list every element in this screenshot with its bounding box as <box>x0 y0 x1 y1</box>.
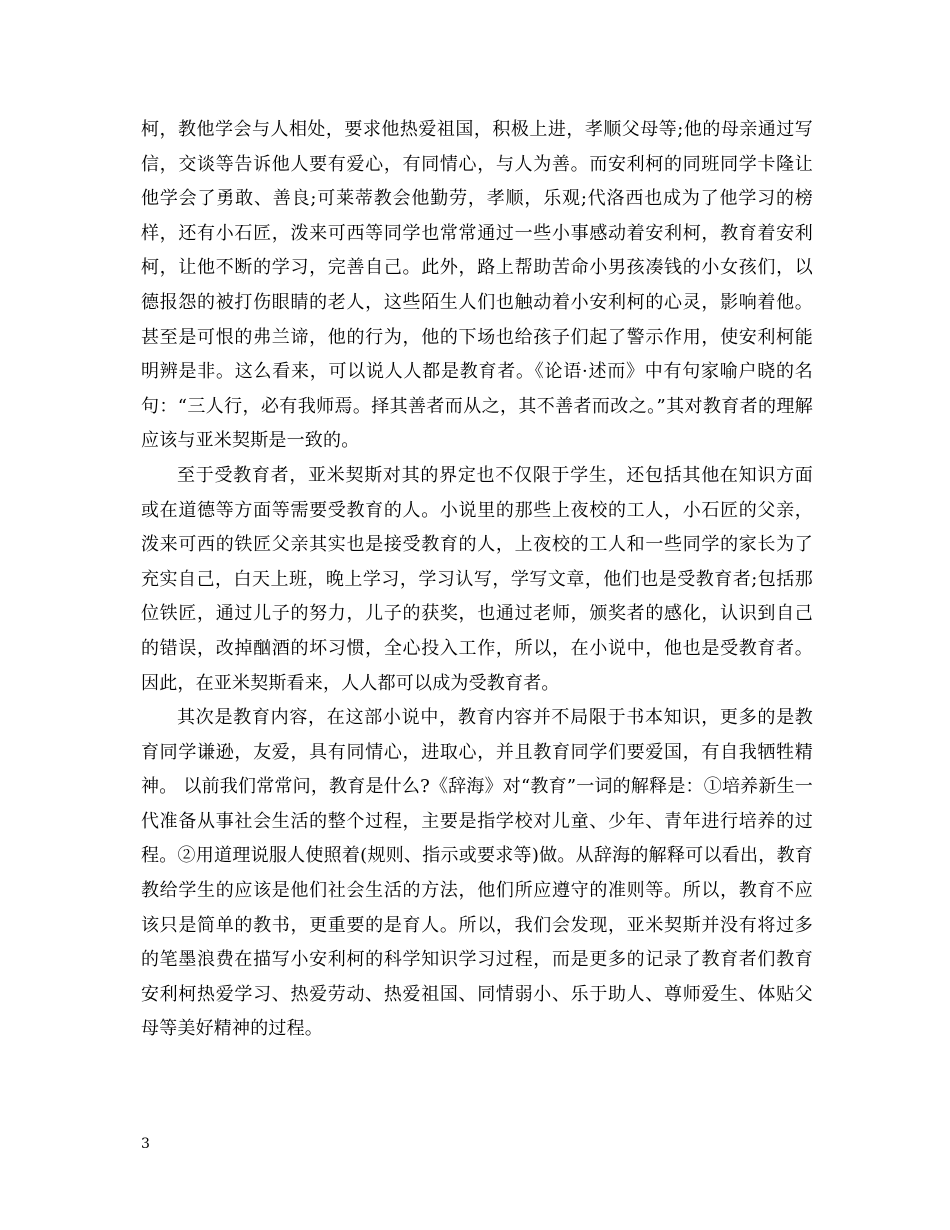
body-text <box>141 113 813 1047</box>
paragraph-2: 至于受教育者，亚米契斯对其的界定也不仅限于学生，还包括其他在知识方面或在道德等方面等需要受教育的人。小说里的那些上夜校的工人，小石匠的父亲，泼来可西的铁匠父亲其实也是接受教育的人，上夜校的工人和一些同学的家长为了充实自己，白天上班，晚上学习，学习认写，学写文章，他们也是受教育者;包括那位铁匠，通过儿子的努力，儿子的获奖，也通过老师，颁奖者的感化，认识到自己的错误，改掉酗酒的坏习惯，全心投入工作，所以，在小说中，他也是受教育者。因此，在亚米契斯看来，人人都可以成为受教育者。 <box>141 464 813 694</box>
paragraph-3: 其次是教育内容，在这部小说中，教育内容并不局限于书本知识，更多的是教育同学谦逊，友爱，具有同情心，进取心，并且教育同学们要爱国，有自我牺牲精神。 以前我们常常问，教育是什么?《辞海》对“教育”一词的解释是：①培养新生一代准备从事社会生活的整个过程，主要是指学校对儿童、少年、青年进行培养的过程。②用道理说服人使照着(规则、指示或要求等)做。从辞海的解释可以看出，教育教给学生的应该是他们社会生活的方法，他们所应遵守的准则等。所以，教育不应该只是简单的教书，更重要的是育人。所以，我们会发现，亚米契斯并没有将过多的笔墨浪费在描写小安利柯的科学知识学习过程，而是更多的记录了教育者们教育安利柯热爱学习、热爱劳动、热爱祖国、同情弱小、乐于助人、尊师爱生、体贴父母等美好精神的过程。 <box>141 707 813 1040</box>
page-number: 3 <box>141 1136 150 1152</box>
paragraph-1: 柯，教他学会与人相处，要求他热爱祖国，积极上进，孝顺父母等;他的母亲通过写信，交谈等告诉他人要有爱心，有同情心，与人为善。而安利柯的同班同学卡隆让他学会了勇敢、善良;可莱蒂教会他勤劳，孝顺，乐观;代洛西也成为了他学习的榜样，还有小石匠，泼来可西等同学也常常通过一些小事感动着安利柯，教育着安利柯，让他不断的学习，完善自己。此外，路上帮助苦命小男孩凑钱的小女孩们，以德报怨的被打伤眼睛的老人，这些陌生人们也触动着小安利柯的心灵，影响着他。甚至是可恨的弗兰谛，他的行为，他的下场也给孩子们起了警示作用，使安利柯能明辨是非。这么看来，可以说人人都是教育者。《论语·述而》中有句家喻户晓的名句：“三人行，必有我师焉。择其善者而从之，其不善者而改之。”其对教育者的理解应该与亚米契斯是一致的。 <box>141 119 813 452</box>
